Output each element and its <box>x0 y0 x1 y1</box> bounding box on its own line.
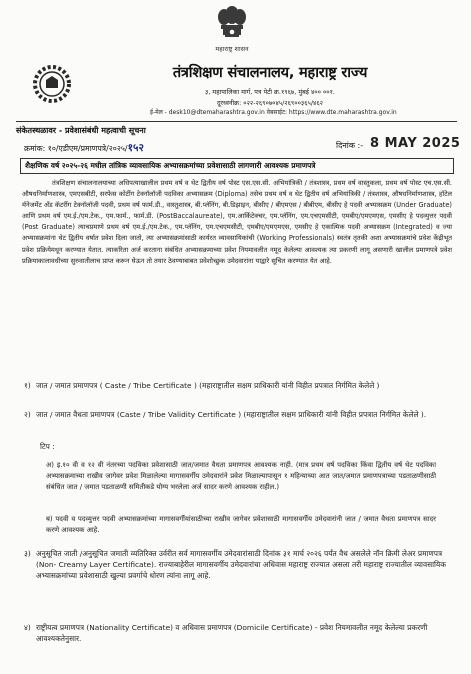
ashoka-emblem-icon <box>210 4 254 44</box>
reference-number <box>24 141 144 155</box>
item-number: २) <box>24 410 31 419</box>
list-item <box>22 622 454 644</box>
item-number: ३) <box>24 549 31 558</box>
item-text: जात / जमात प्रमाणपत्र ( Caste / Tribe Certificate ) (महाराष्ट्रातील सक्षम प्राधिकारी यांनी विहीत प्रपत्रात निर्गमित केलेले ) <box>36 381 380 390</box>
reference-prefix: क्रमांक: १०/एडीएम/प्रमाणपत्रे/२०२५/ <box>24 144 128 153</box>
email-website-line: ई-मेल - desk10@dtemaharashtra.gov.in वेबसाईट: https://www.dte.maharashtra.gov.in <box>150 109 397 116</box>
note-mark: अ) <box>46 461 54 469</box>
note-item <box>46 514 436 536</box>
item-text: अनुसूचित जाती /अनुसूचित जमाती व्यतिरिक्त उर्वरीत सर्व मागासवर्गीय उमेदवारांसाठी दिनांक ३१ मार्च २०२६ पर्यंत वैध असलेले नॉन क्रिमी लेअर प्रमाणपत्र (Non- Creamy Layer Certificate). राज्याबाहेरील मागासवर्गीय उमेदवारांचा अधिवास महाराष्ट्र राज्यात असला तरी महाराष्ट्र राज्यातील व्यावसायिक अभ्यासक्रमांच्या प्रवेशासाठी खुल्या प्रवर्गाचे धोरण त्यांना लागू आहे. <box>36 549 446 580</box>
note-item <box>46 460 436 493</box>
government-name: महाराष्ट्र शासन <box>215 45 249 53</box>
item-number: ४) <box>24 623 31 632</box>
office-phone: दूरध्वनीक्र: ०२२-२६९०७०४५/२६९००३६५/४६२ <box>217 99 323 107</box>
directorate-title: तंत्रशिक्षण संचालनालय, महाराष्ट्र राज्य <box>172 65 368 81</box>
header-divider <box>16 121 457 122</box>
item-text: राष्ट्रीयत्व प्रमाणपत्र (Nationality Certificate) व अधिवास प्रमाणपत्र (Domicile Certificate) - प्रवेश नियमावलीत नमूद केलेल्या प्रकरणी आवश्यकतेनुसार. <box>36 623 428 643</box>
intro-paragraph: तंत्रशिक्षण संचालनालयाच्या अधिपत्याखालील प्रथम वर्ष व थेट द्वितीय वर्ष पोस्ट एस.एस.सी. अभियांत्रिकी / तंत्रशास्त्र, प्रथम वर्ष वास्तुकला, प्रथम वर्ष पोस्ट एच.एस.सी. औषधनिर्माणशास्त्र, एमएसबीटी, सरफेस कोटींग टेक्नॉलॉजी पदविका अभ्यासक्रम (Diploma) तसेच प्रथम वर्ष व थेट द्वितीय वर्ष अभियांत्रिकी / तंत्रशास्त्र, औषधनिर्माणशास्त्र, हॉटेल मॅनेजमेंट अँड कॅटरींग टेक्नॉलॉजी पदवी, प्रथम वर्ष फार्म.डी., वास्तुशास्त्र, बी.प्लॅनिंग, बी.डिझाइन, बीसीए / बीएमएस / बीबीएम, बीसीए हे पदवी अभ्यासक्रम (Under Graduate) आणि प्रथम वर्ष एम.ई./एम.टेक., एम.फार्म., फार्म.डी. (PostBaccalaureate), एम.आर्किटेक्चर, एम.प्लॅनिंग, एम.एचएमसीटी, एमबीए/एमएमएस, एमसीए हे पदव्युत्तर पदवी (Post Graduate) त्याचप्रमाणे प्रथम वर्ष एम.ई./एम.टेक., एम.प्लॅनिंग, एम.एचएमसीटी, एमबीए/एमएमएस, एमसीए हे एकात्मिक पदवी अभ्यासक्रम (Integrated) व ज्या अभ्यासक्रमांना थेट द्वितीय वर्षात प्रवेश दिला जातो, त्या अभ्यासक्रमांसाठी कार्यरत व्यावसायिकांची (Working Professionals) स्वतंत्र तृतकी अशा अभ्यासक्रमांचे प्रवेश केंद्रीभूत प्रवेश प्रक्रियेमधून करण्यात येतात. त्याकरिता अर्ज करताना संबंधित अभ्यासक्रमाच्या प्रवेश नियमावलीत नमूद केलेल्या आवश्यक त्या प्रकरणी लागू असणारी खालील प्रमाणपत्रे प्रवेश प्रक्रियाकालावधीच्या सुरुवातीलाच प्राप्त करून घेऊन तो तयार ठेवण्याबाबत प्रवेशोच्छुक उमेदवारांना याद्वारे सूचित करण्यात येत आहे. <box>22 179 452 265</box>
note-text: पदवी व पदव्युत्तर पदवी अभ्यासक्रमांच्या मागासवर्गीयांसाठीच्या राखीव जागेवर प्रवेशासाठी मागासवर्गीय उमेदवारांनी जात / जमात वैधता प्रमाणपत्र सादर करणे आवश्यक आहे. <box>46 515 436 534</box>
item-number: १) <box>24 381 31 390</box>
tip-label: टिप : <box>40 442 55 451</box>
list-item <box>22 409 454 420</box>
dte-cog-logo-icon <box>32 64 72 104</box>
reference-handwritten-number: १५२ <box>127 142 144 154</box>
notice-topic: संकेतस्थळावर - प्रवेशासंबंधी महत्वाची सूचना <box>16 126 146 135</box>
office-address: ३, महापालिका मार्ग, पत्र पेटी क्र.१९६७, मुंबई ४०० ००१. <box>205 88 335 96</box>
note-mark: ब) <box>46 515 53 523</box>
subject-box: शैक्षणिक वर्ष २०२५-२६ मधील तांत्रिक व्यावसायिक अभ्यासक्रमांच्या प्रवेशासाठी लागणारी आवश्यक प्रमाणपत्रे <box>20 158 454 174</box>
item-text: जात / जमात वैधता प्रमाणपत्र (Caste / Tribe Validity Certificate ) (महाराष्ट्रातील सक्षम प्राधिकारी यांनी विहीत प्रपत्रात निर्गमित केलेले ). <box>36 410 427 419</box>
date-label: दिनांक :- <box>336 141 364 150</box>
list-item <box>22 380 454 391</box>
note-text: इ.१० वी व १२ वी नंतरच्या पदविका प्रवेशासाठी जात/जमात वैधता प्रमाणपत्र आवश्यक नाही. (मात्र प्रथम वर्ष पदविका किंवा द्वितीय वर्ष थेट पदविका अभ्यासक्रमाच्या राखीव जागेवर प्रवेश मिळालेल्या मागासवर्गीय उमेदवारांने प्रवेश मिळाल्यापासून १ महिन्याच्या आत जात/जमात प्रमाणपत्राच्या पडताळणीसाठी संबंधित जात / जमात पडताळणी समितीकडे योग्य भरलेला अर्ज सादर करणे आवश्यक राहील.) <box>46 461 436 491</box>
date-stamp: 8 MAY 2025 <box>370 136 461 151</box>
list-item <box>22 548 454 581</box>
